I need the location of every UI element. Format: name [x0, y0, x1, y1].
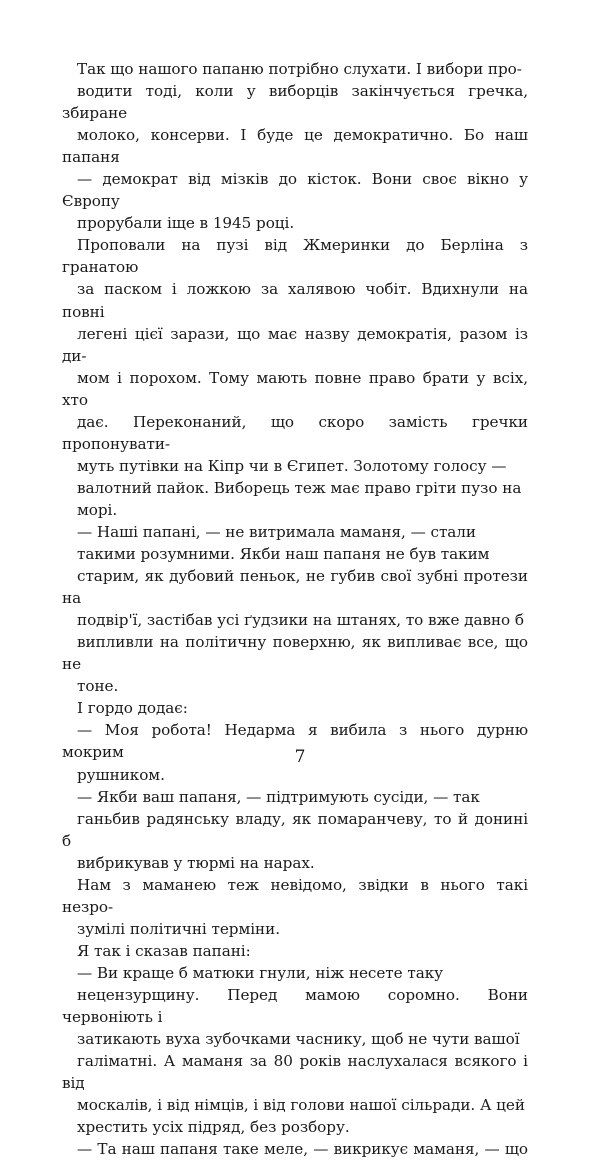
text-line: галіматні. А маманя за 80 років наслухалася всякого і від [62, 1052, 528, 1093]
text-line: — Наші папані, — не витримала маманя, — стали [77, 522, 476, 541]
text-line: морі. [77, 500, 118, 519]
text-line: — демократ від мізків до кісток. Вони своє вікно у Європу [62, 170, 528, 211]
text-line: москалів, і від німців, і від голови нашої сільради. А цей [77, 1096, 525, 1115]
text-line: ганьбив радянську владу, як помаранчеву, то й донині б [62, 809, 528, 850]
text-line: І гордо додає: [77, 699, 188, 718]
text-line: вибрикував у тюрмі на нарах. [77, 853, 315, 872]
paragraph-8 [62, 940, 528, 962]
text-line: Нам з маманею теж невідомо, звідки в нього такі незро- [62, 875, 528, 916]
body-text [62, 58, 528, 1160]
text-line: водити тоді, коли у виборців закінчується гречка, збиране [62, 82, 528, 123]
text-line: — Якби ваш папаня, — підтримують сусіди, — так [77, 787, 480, 806]
text-line: тоне. [77, 677, 119, 696]
text-line: рушником. [77, 765, 165, 784]
paragraph-3 [62, 521, 528, 697]
text-line: Проповали на пузі від Жмеринки до Берліна з гранатою [62, 236, 528, 277]
text-line: хрестить усіх підряд, без розбору. [77, 1118, 350, 1137]
text-line: — Ви краще б матюки гнули, ніж несете таку [77, 963, 444, 982]
text-line: дає. Переконаний, що скоро замість гречки пропонувати- [62, 412, 528, 453]
text-line: валотний пайок. Виборець теж має право гріти пузо на [77, 478, 522, 497]
paragraph-4 [62, 697, 528, 719]
text-line: зумілі політичні терміни. [77, 919, 280, 938]
page-number: 7 [294, 747, 306, 767]
text-line: прорубали іще в 1945 році. [77, 214, 295, 233]
text-line: нецензурщину. Перед мамою соромно. Вони червоніють і [62, 985, 528, 1027]
text-line: молоко, консерви. І буде це демократично. Бо наш папаня [62, 126, 528, 167]
text-line: мом і порохом. Тому мають повне право брати у всіх, хто [62, 368, 528, 409]
paragraph-10 [62, 1138, 528, 1160]
paragraph-2 [62, 234, 528, 521]
text-line: Так що нашого папаню потрібно слухати. І вибори про- [77, 60, 522, 78]
text-line: такими розумними. Якби наш папаня не був таким [77, 545, 490, 564]
text-line: — Моя робота! Недарма я вибила з нього дурню мокрим [62, 721, 528, 762]
paragraph-9 [62, 962, 528, 1138]
text-line: старим, як дубовий пеньок, не губив свої зубні протези на [62, 567, 528, 608]
paragraph-6 [62, 786, 528, 874]
text-line: затикають вуха зубочками часнику, щоб не чути вашої [77, 1030, 520, 1049]
paragraph-1 [62, 58, 528, 234]
text-line: легені цієї зарази, що має назву демократія, разом із ди- [62, 324, 528, 365]
text-line: муть путівки на Кіпр чи в Єгипет. Золотому голосу — [77, 456, 507, 475]
text-line: Я так і сказав папані: [77, 941, 251, 960]
text-line: за паском і ложкою за халявою чобіт. Вдихнули на повні [62, 280, 528, 321]
text-line: подвір'ї, застібав усі ґудзики на штанях, то вже давно б [77, 611, 525, 630]
paragraph-7 [62, 874, 528, 940]
text-line: — Та наш папаня таке меле, — викрикує маманя, — що [77, 1140, 528, 1159]
text-line: випливли на політичну поверхню, як випливає все, що не [62, 633, 528, 674]
